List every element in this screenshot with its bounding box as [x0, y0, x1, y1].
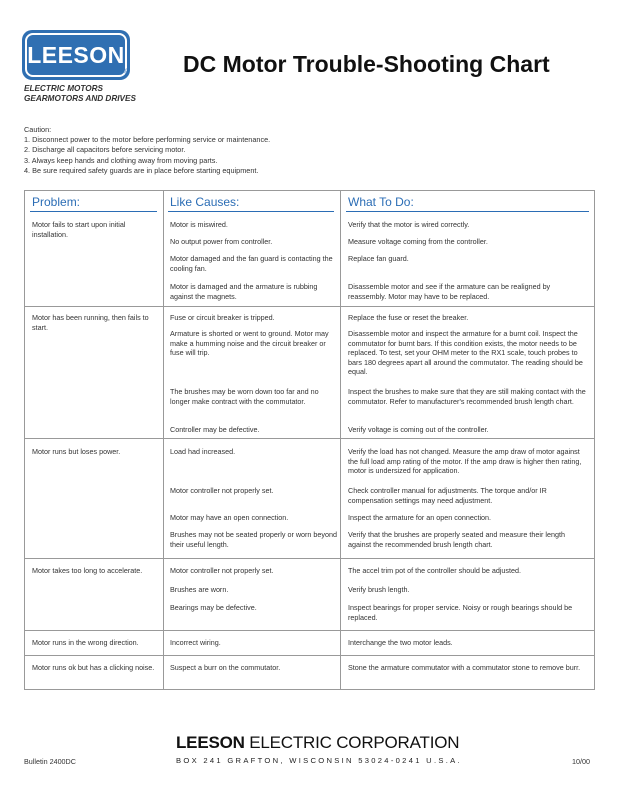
cause-cell: Incorrect wiring.: [170, 638, 221, 647]
header-problem: Problem:: [32, 195, 81, 209]
logo-text: LEESON: [25, 33, 127, 77]
header-causes: Like Causes:: [170, 195, 240, 209]
row-divider: [25, 655, 594, 656]
tagline-line-1: ELECTRIC MOTORS: [24, 84, 103, 93]
caution-item: 3. Always keep hands and clothing away from moving parts.: [24, 155, 218, 165]
action-cell: Verify that the brushes are properly seated and measure their length against the recommended brush length chart.: [348, 530, 565, 549]
caution-item: 1. Disconnect power to the motor before performing service or maintenance.: [24, 135, 271, 145]
cause-cell: Brushes may not be seated properly or worn beyond their useful length.: [170, 530, 338, 549]
header-action: What To Do:: [348, 195, 414, 209]
action-cell: Check controller manual for adjustments. The torque and/or IR compensation settings may need adjustment.: [348, 486, 547, 505]
registered-mark: ®: [124, 69, 130, 76]
action-cell: The accel trim pot of the controller should be adjusted.: [348, 566, 521, 575]
problem-cell: Motor runs ok but has a clicking noise.: [32, 663, 155, 672]
action-cell: Stone the armature commutator with a commutator stone to remove burr.: [348, 663, 581, 672]
bulletin-number: Bulletin 2400DC: [24, 757, 76, 766]
tagline: [24, 84, 136, 104]
cause-cell: Bearings may be defective.: [170, 603, 257, 612]
action-cell: Verify voltage is coming out of the controller.: [348, 425, 489, 434]
column-divider: [340, 190, 341, 690]
cause-cell: The brushes may be worn down too far and no longer make contract with the commutator.: [170, 387, 319, 406]
action-cell: Verify brush length.: [348, 585, 410, 594]
action-cell: Interchange the two motor leads.: [348, 638, 453, 647]
cause-cell: Motor controller not properly set.: [170, 566, 274, 575]
caution-heading: Caution:: [24, 125, 52, 134]
page-title: DC Motor Trouble-Shooting Chart: [183, 51, 550, 77]
action-cell: Inspect the brushes to make sure that they are still making contact with the commutator. Refer to manufacturer's recommended brush length chart.: [348, 387, 586, 406]
action-cell: Replace the fuse or reset the breaker.: [348, 313, 469, 322]
action-cell: Measure voltage coming from the controller.: [348, 237, 488, 246]
footer-company-bold: LEESON: [176, 733, 245, 752]
footer-company-rest: ELECTRIC CORPORATION: [244, 733, 460, 752]
problem-cell: Motor has been running, then fails to start.: [32, 313, 149, 332]
cause-cell: Motor may have an open connection.: [170, 513, 289, 522]
row-divider: [25, 306, 594, 307]
caution-item: 2. Discharge all capacitors before servicing motor.: [24, 145, 186, 155]
header-underline: [168, 211, 334, 212]
cause-cell: Load had increased.: [170, 447, 236, 456]
problem-cell: Motor takes too long to accelerate.: [32, 566, 143, 575]
problem-cell: Motor runs in the wrong direction.: [32, 638, 139, 647]
header-underline: [346, 211, 589, 212]
cause-cell: Motor is damaged and the armature is rubbing against the magnets.: [170, 282, 318, 301]
cause-cell: Controller may be defective.: [170, 425, 260, 434]
action-cell: Disassemble motor and see if the armature can be realigned by reassembly. Motor may have to be replaced.: [348, 282, 551, 301]
caution-item: 4. Be sure required safety guards are in place before starting equipment.: [24, 165, 259, 175]
cause-cell: Suspect a burr on the commutator.: [170, 663, 281, 672]
row-divider: [25, 558, 594, 559]
cause-cell: Fuse or circuit breaker is tripped.: [170, 313, 275, 322]
cause-cell: Motor damaged and the fan guard is contacting the cooling fan.: [170, 254, 333, 273]
cause-cell: Armature is shorted or went to ground. Motor may make a humming noise and the circuit breaker or fuse will trip.: [170, 329, 329, 358]
action-cell: Verify the load has not changed. Measure the amp draw of motor against the full load amp rating of the motor. If the amp draw is higher then rating, motor is undersized for application.: [348, 447, 582, 476]
row-divider: [25, 630, 594, 631]
action-cell: Disassemble motor and inspect the armature for a burnt coil. Inspect the commutator for burnt bars. If this condition exists, the motor needs to be replaced. To test, set your OHM meter to the RX1 scale, touch probes to bars 180 degrees apart all around the commutator. The reading should be equal.: [348, 329, 583, 377]
action-cell: Inspect bearings for proper service. Noisy or rough bearings should be replaced.: [348, 603, 573, 622]
publication-date: 10/00: [572, 757, 590, 766]
header-underline: [30, 211, 157, 212]
footer-address: BOX 241 GRAFTON, WISCONSIN 53024-0241 U.S.A.: [176, 756, 462, 765]
tagline-line-2: GEARMOTORS AND DRIVES: [24, 94, 136, 103]
caution-block: [24, 125, 270, 176]
column-divider: [163, 190, 164, 690]
row-divider: [25, 438, 594, 439]
problem-cell: Motor fails to start upon initial installation.: [32, 220, 126, 239]
action-cell: Replace fan guard.: [348, 254, 409, 263]
cause-cell: Motor controller not properly set.: [170, 486, 274, 495]
problem-cell: Motor runs but loses power.: [32, 447, 121, 456]
cause-cell: Brushes are worn.: [170, 585, 229, 594]
action-cell: Inspect the armature for an open connection.: [348, 513, 492, 522]
action-cell: Verify that the motor is wired correctly.: [348, 220, 470, 229]
leeson-logo: [22, 30, 130, 80]
cause-cell: No output power from controller.: [170, 237, 273, 246]
cause-cell: Motor is miswired.: [170, 220, 228, 229]
footer-company: [176, 733, 459, 753]
